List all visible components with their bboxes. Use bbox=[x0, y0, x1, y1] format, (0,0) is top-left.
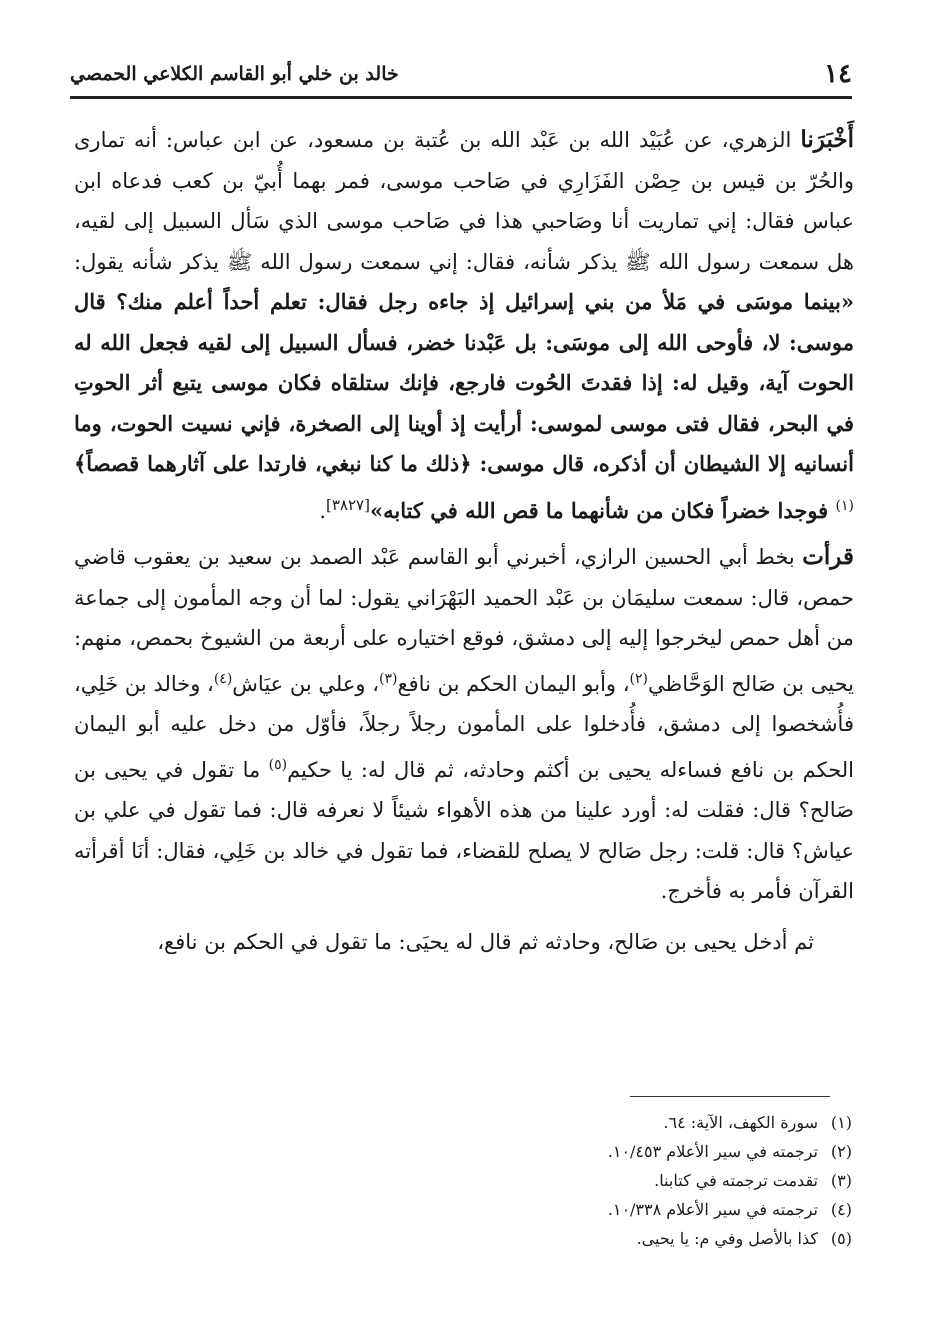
footnote-text: ترجمته في سير الأعلام ١٠/٤٥٣. bbox=[607, 1142, 818, 1161]
paragraph-1-end: . bbox=[319, 498, 327, 523]
page-header bbox=[70, 52, 852, 96]
footnote-item bbox=[74, 1166, 852, 1195]
footnote-text: تقدمت ترجمته في كتابنا. bbox=[654, 1171, 818, 1190]
paragraph-3: ثم أدخل يحيى بن صَالح، وحادثه ثم قال له يحيَى: ما تقول في الحكم بن نافع، bbox=[157, 929, 814, 954]
footnote-item bbox=[74, 1224, 852, 1253]
footnote-text: ترجمته في سير الأعلام ١٠/٣٣٨. bbox=[607, 1200, 818, 1219]
footnotes bbox=[74, 1108, 852, 1253]
footnote-text: سورة الكهف، الآية: ٦٤. bbox=[663, 1113, 818, 1132]
footnote-text: كذا بالأصل وفي م: يا يحيى. bbox=[636, 1229, 818, 1248]
paragraph-1 bbox=[74, 120, 854, 531]
hadith-text: «بينما موسَى في مَلأ من بني إسرائيل إذ جاءه رجل فقال: تعلم أحداً أعلم منك؟ قال موسى: لا، فأوحى الله إلى موسَى: بل عَبْدنا خضر، فسأل السبيل إلى لقيه فجعل الله له الحوت آية، وقيل له: إذا فقدتَ الحُوت فارجع، فإنك ستلقاه فكان موسى يتبع أثر الحوتِ في البحر، فقال فتى موسى لموسى: أرأيت إذ أوينا إلى الصخرة، فإني نسيت الحوت، وما أنسانيه إلا الشيطان أن أذكره، قال موسى: ﴿ذلك ما كنا نبغي، فارتدا على آثارهما قصصاً﴾ bbox=[74, 289, 854, 476]
paragraph-1-text: الزهري، عن عُبَيْد الله بن عَبْد الله بن عُتبة بن مسعود، عن ابن عباس: أنه تمارى والحُرّ بن قيس بن حِصْن الفَزَارِي في صَاحب موسى، فمر بهما أُبيّ بن كعب فدعاه ابن عباس فقال: إني تماريت أنا وصَاحبي هذا في صَاحب موسى الذي سَأل السبيل إلى لقيه، هل سمعت رسول الله ﷺ يذكر شأنه، فقال: إني سمعت رسول الله ﷺ يذكر شأنه يقول: bbox=[74, 128, 854, 274]
hadith-text-end: فوجدا خضراً فكان من شأنهما ما قص الله في كتابه» bbox=[369, 497, 836, 523]
footnote-item bbox=[74, 1195, 852, 1224]
hadith-reference: [٣٨٢٧] bbox=[326, 495, 370, 514]
paragraph-2-text-b: ، وأبو اليمان الحكم بن نافع bbox=[397, 671, 630, 696]
paragraph-2-text-d: ، وخالد بن خَلِي، فأُشخصوا إلى دمشق، فأُدخلوا على المأمون رجلاً رجلاً، فأوّل من دخل عليه أبو اليمان الحكم بن نافع فساءله يحيى بن أكثم وحادثه، ثم قال له: يا حكيم bbox=[74, 671, 854, 782]
footnote-number: (١) bbox=[830, 1113, 852, 1132]
footnote-marker-5: (٥) bbox=[268, 756, 288, 773]
page-number: ١٤ bbox=[824, 59, 852, 89]
running-title: خالد بن خلي أبو القاسم الكلاعي الحمصي bbox=[70, 63, 399, 85]
paragraph-2-lead: قرأت bbox=[802, 543, 854, 570]
footnote-marker-4: (٤) bbox=[213, 670, 233, 687]
paragraph-1-lead: أَخْبَرَنا bbox=[800, 126, 854, 153]
footnote-number: (٢) bbox=[830, 1142, 852, 1161]
footnote-marker-2: (٢) bbox=[629, 670, 648, 687]
footnote-rule bbox=[630, 1096, 830, 1097]
footnote-item bbox=[74, 1108, 852, 1137]
paragraph-2-text-e: ما تقول في يحيى بن صَالح؟ قال: فقلت له: أورد علينا من هذه الأهواء شيئاً لا نعرفه قال: فما تقول في علي بن عياش؟ قال: قلت: رجل صَالح لا يصلح للقضاء، فما تقول في خالد بن خَلِي، فقال: أنَا أقرأته القرآن فأمر به فأخرج. bbox=[74, 757, 854, 903]
footnote-item bbox=[74, 1137, 852, 1166]
paragraph-2-text-a: بخط أبي الحسين الرازي، أخبرني أبو القاسم عَبْد الصمد بن سعيد بن يعقوب قاضي حمص، قال: سمعت سليمَان بن عَبْد الحميد البَهْرَاني يقول: لما أن وجه المأمون إلى جماعة من أهل حمص ليخرجوا إليه إلى دمشق، فوقع اختياره على أربعة من الشيوخ بحمص، منهم: يحيى بن صَالح الوَحَّاظي bbox=[74, 545, 854, 696]
footnote-marker-3: (٣) bbox=[379, 670, 398, 687]
footnote-marker-1: (١) bbox=[835, 497, 854, 514]
footnote-number: (٤) bbox=[830, 1200, 852, 1219]
header-rule bbox=[70, 96, 852, 99]
footnote-number: (٣) bbox=[830, 1171, 852, 1190]
footnote-number: (٥) bbox=[830, 1229, 852, 1248]
main-text bbox=[74, 120, 854, 962]
paragraph-2-text-c: ، وعلي بن عيَاش bbox=[232, 671, 379, 696]
paragraph-2 bbox=[74, 537, 854, 912]
